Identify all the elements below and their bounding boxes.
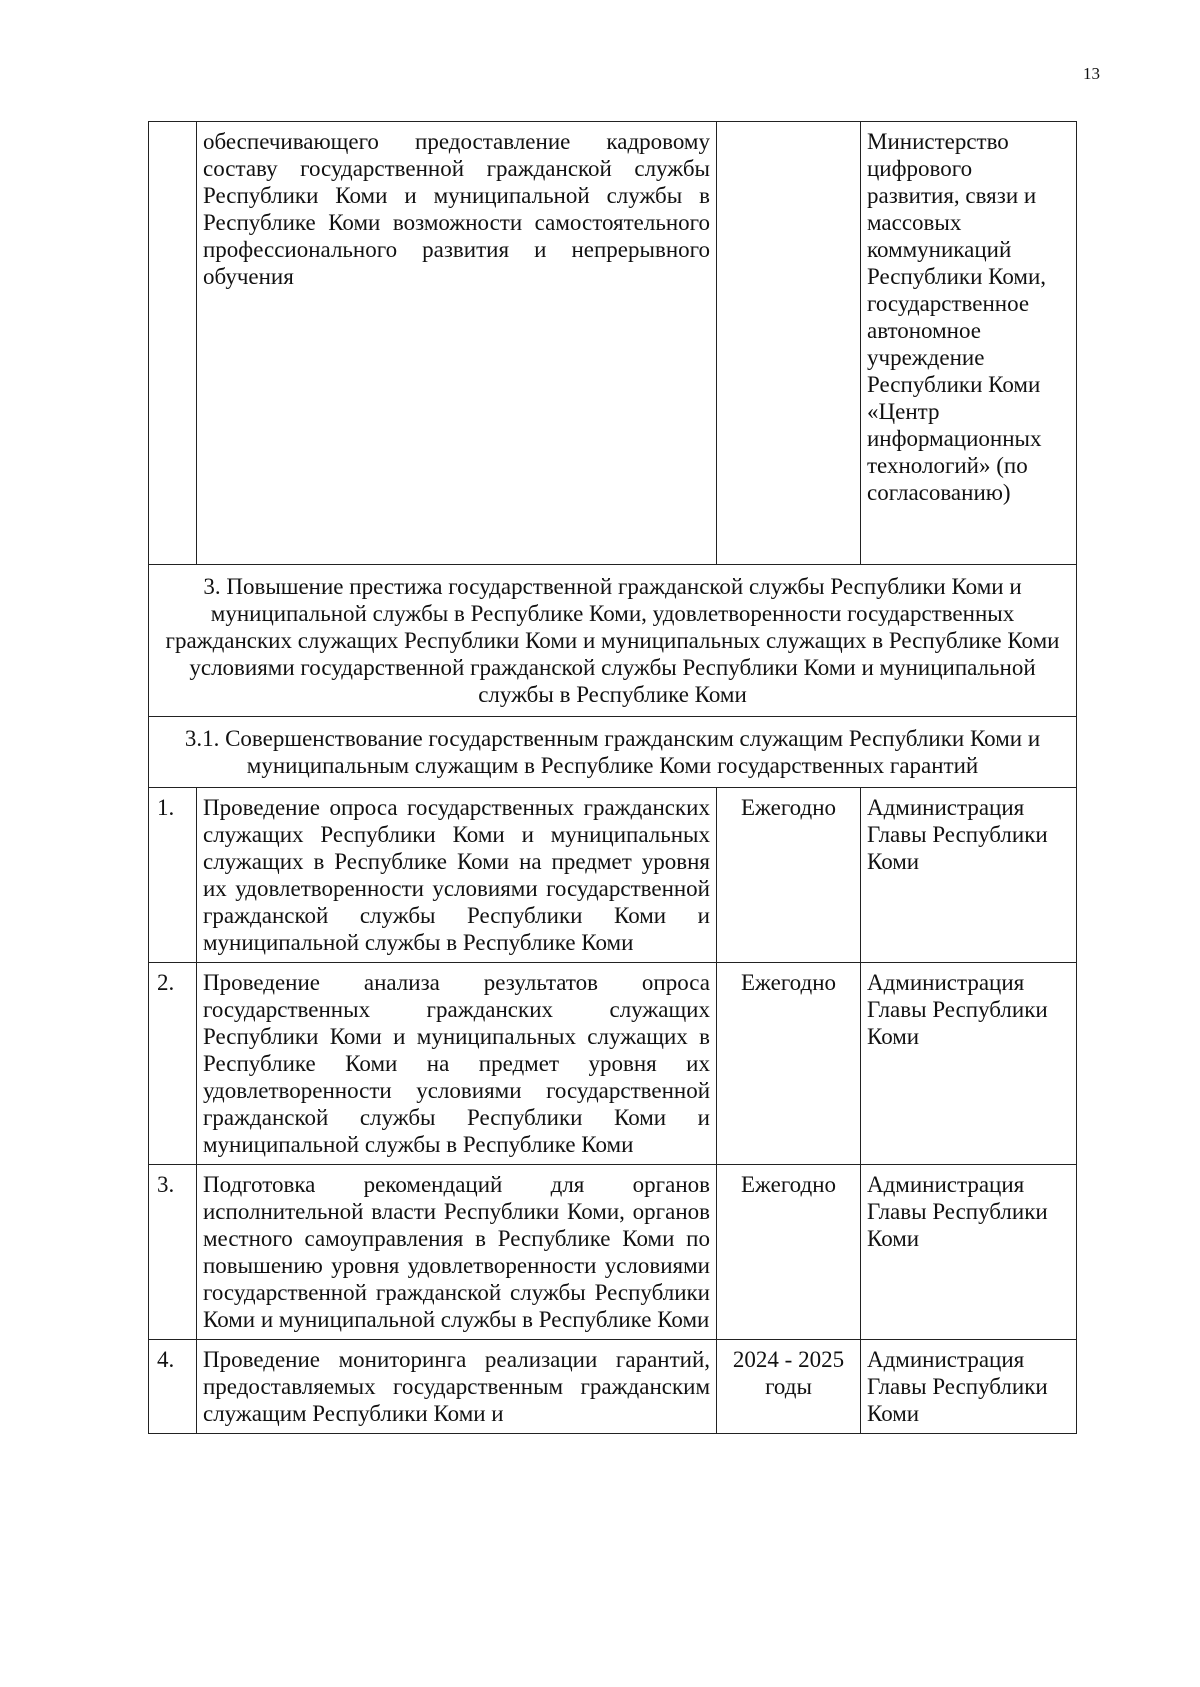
executor-cell: Администрация Главы Республики Коми: [861, 788, 1077, 963]
table-row: [149, 788, 1077, 963]
table-row: [149, 1340, 1077, 1434]
row-number-cell: 2.: [149, 963, 197, 1165]
table-row: [149, 963, 1077, 1165]
table-row: [149, 1165, 1077, 1340]
term-cell: Ежегодно: [717, 788, 861, 963]
term-cell: 2024 - 2025 годы: [717, 1340, 861, 1434]
section-header-row: [149, 565, 1077, 717]
section-3-title: 3. Повышение престижа государственной гражданской службы Республики Коми и муниципальной службы в Республике Коми, удовлетворенности государственных гражданских служащих Республики Коми и муниципальных служащих в Республике Коми условиями государственной гражданской службы Республики Коми и муниципальной службы в Республике Коми: [149, 565, 1077, 717]
executor-cell: Администрация Главы Республики Коми: [861, 1340, 1077, 1434]
term-cell: [717, 122, 861, 565]
measure-text-cell: Проведение анализа результатов опроса государственных гражданских служащих Республики Коми и муниципальных служащих в Республике Коми на предмет уровня их удовлетворенности условиями государственной гражданской службы Республики Коми и муниципальной службы в Республике Коми: [197, 963, 717, 1165]
measure-text-cell: Проведение мониторинга реализации гарантий, предоставляемых государственным гражданским служащим Республики Коми и: [197, 1340, 717, 1434]
measure-text-cell: обеспечивающего предоставление кадровому составу государственной гражданской службы Республики Коми и муниципальной службы в Республике Коми возможности самостоятельного профессионального развития и непрерывного обучения: [197, 122, 717, 565]
executor-cell: Администрация Главы Республики Коми: [861, 1165, 1077, 1340]
executor-cell: Министерство цифрового развития, связи и массовых коммуникаций Республики Коми, государственное автономное учреждение Республики Коми «Центр информационных технологий» (по согласованию): [861, 122, 1077, 565]
action-plan-table: [148, 121, 1077, 1434]
measure-text-cell: Подготовка рекомендаций для органов исполнительной власти Республики Коми, органов местного самоуправления в Республике Коми по повышению уровня удовлетворенности условиями государственной гражданской службы Республики Коми и муниципальной службы в Республике Коми: [197, 1165, 717, 1340]
table-row-continuation: [149, 122, 1077, 565]
page-number: 13: [1083, 64, 1100, 83]
subsection-3-1-title: 3.1. Совершенствование государственным гражданским служащим Республики Коми и муниципальным служащим в Республике Коми государственных гарантий: [149, 717, 1077, 788]
row-number-cell: [149, 122, 197, 565]
row-number-cell: 3.: [149, 1165, 197, 1340]
executor-cell: Администрация Главы Республики Коми: [861, 963, 1077, 1165]
term-cell: Ежегодно: [717, 1165, 861, 1340]
subsection-header-row: [149, 717, 1077, 788]
term-cell: Ежегодно: [717, 963, 861, 1165]
row-number-cell: 1.: [149, 788, 197, 963]
row-number-cell: 4.: [149, 1340, 197, 1434]
measure-text-cell: Проведение опроса государственных гражданских служащих Республики Коми и муниципальных служащих в Республике Коми на предмет уровня их удовлетворенности условиями государственной гражданской службы Республики Коми и муниципальной службы в Республике Коми: [197, 788, 717, 963]
